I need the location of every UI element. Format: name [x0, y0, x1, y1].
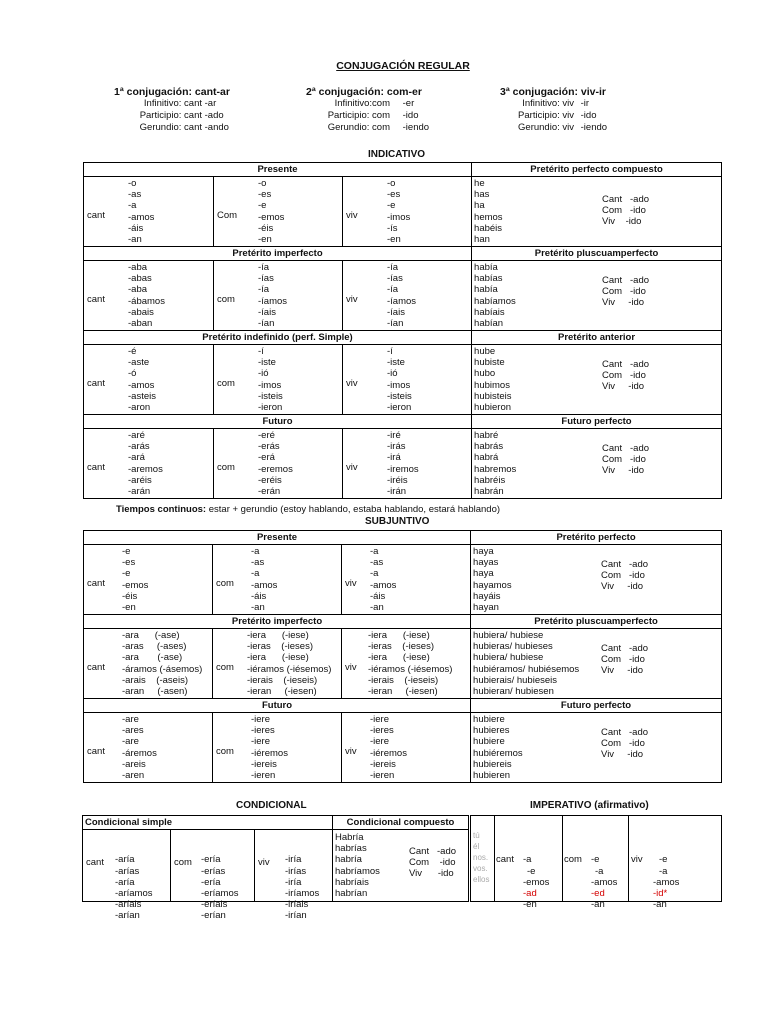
- imp-er-cell: [563, 816, 629, 911]
- ir-forms-cell: [342, 545, 471, 615]
- stem-com: com: [216, 746, 234, 757]
- subjuntivo-title: SUBJUNTIVO: [365, 516, 430, 527]
- ar-endings: -e -es -e -emos -éis -en: [122, 546, 149, 614]
- note-label: Tiempos continuos:: [116, 504, 207, 515]
- stem-cant: cant: [86, 857, 104, 868]
- stem-cant: cant: [87, 746, 105, 757]
- stem-viv: viv: [346, 462, 358, 473]
- ir-forms-cell: [342, 629, 471, 699]
- ir-forms-cell: [343, 177, 472, 247]
- ir-endings: -í -iste -ió -imos -isteis -ieron: [387, 346, 412, 414]
- ir-forms-cell: [343, 429, 472, 499]
- compound-forms-cell: [471, 713, 722, 783]
- tense-header: Pretérito indefinido (perf. Simple): [84, 331, 472, 345]
- imp-pronouns: tú él nos. vos. ellos: [473, 831, 490, 884]
- conj-ending: -er: [402, 98, 415, 109]
- er-endings: -o -es -e -emos -éis -en: [258, 178, 285, 246]
- ir-endings: -iré -irás -irá -iremos -iréis -irán: [387, 430, 419, 498]
- compound-tense-header: Pretérito pluscuamperfecto: [471, 615, 722, 629]
- stem-com: com: [216, 662, 234, 673]
- stem-cant: cant: [87, 378, 105, 389]
- ar-endings: -aré -arás -ará -aremos -aréis -arán: [128, 430, 163, 498]
- er-forms-cell: [214, 261, 343, 331]
- page-title: CONJUGACIÓN REGULAR: [336, 60, 470, 72]
- conj-ending: -ar: [204, 98, 217, 109]
- conj-label: Gerundio: viv: [518, 122, 574, 133]
- stem-cant: cant: [87, 462, 105, 473]
- participle-list: Cant -ado Com -ido Viv -ido: [601, 727, 649, 760]
- tense-header: Presente: [84, 531, 471, 545]
- indicativo-table: [83, 162, 722, 499]
- cond-aux-list: Habría habrías habría habríamos habríais habrían: [335, 832, 380, 900]
- stem-com: Com: [217, 210, 238, 221]
- compound-tense-header: Pretérito perfecto: [471, 531, 722, 545]
- aux-forms: he has ha hemos habéis han: [474, 178, 503, 246]
- stem-viv: viv: [346, 378, 358, 389]
- ar-forms-cell: [84, 545, 213, 615]
- er-forms-cell: [214, 345, 343, 415]
- conj-label: Gerundio: cant: [139, 122, 202, 133]
- er-endings: -a -as -a -amos -áis -an: [251, 546, 278, 614]
- compound-forms-cell: [472, 177, 722, 247]
- er-endings: -í -iste -ió -imos -isteis -ieron: [258, 346, 283, 414]
- stem-cant: cant: [87, 294, 105, 305]
- er-forms-cell: [214, 177, 343, 247]
- conj-ending: -ando: [204, 122, 229, 133]
- continuous-note: [116, 504, 500, 515]
- er-forms-cell: [213, 713, 342, 783]
- ir-endings: -iere -ieres -iere -iéremos -iereis -ieren: [370, 714, 407, 782]
- er-endings: -eré -erás -erá -eremos -eréis -erán: [258, 430, 293, 498]
- er-endings: -iera (-iese) -ieras (-ieses) -iera (-iese) -iéramos (-iésemos) -ierais (-ieseis) -ieran (-iesen): [247, 630, 332, 698]
- cond-ar-cell: [83, 830, 171, 922]
- ar-forms-cell: [84, 629, 213, 699]
- imp-ar-forms: -a -e -emos -ad -en: [523, 854, 550, 911]
- stem-viv: viv: [346, 294, 358, 305]
- aux-forms: había habías había habíamos habíais habían: [474, 262, 516, 330]
- participle-list: Cant -ado Com -ido Viv -ido: [602, 359, 650, 392]
- ir-forms-cell: [343, 345, 472, 415]
- ar-endings: -o -as -a -amos -áis -an: [128, 178, 155, 246]
- cond-ir-forms: -iría -irías -iría -iríamos -iríais -irían: [285, 854, 320, 922]
- er-endings: -iere -ieres -iere -iéremos -iereis -ieren: [251, 714, 288, 782]
- cond-ir-cell: [255, 830, 333, 922]
- condicional-title: CONDICIONAL: [236, 800, 307, 811]
- imp-er-forms: -e -a -amos -ed -an: [591, 854, 618, 911]
- stem-cant: cant: [496, 854, 514, 865]
- cond-participles: Cant -ado Com -ido Viv -ido: [409, 846, 457, 879]
- cond-compuesto-cell: [333, 830, 469, 902]
- aux-forms: hubiere hubieres hubiere hubiéremos hubiereis hubieren: [473, 714, 523, 782]
- ar-forms-cell: [84, 429, 214, 499]
- compound-tense-header: Pretérito pluscuamperfecto: [472, 247, 722, 261]
- stem-viv: viv: [345, 578, 357, 589]
- participle-list: Cant -ado Com -ido Viv -ido: [602, 275, 650, 308]
- imp-ar-cell: [495, 816, 563, 911]
- stem-cant: cant: [87, 210, 105, 221]
- stem-com: com: [217, 294, 235, 305]
- imp-pronoun-cell: [471, 816, 495, 902]
- compound-tense-header: Futuro perfecto: [471, 699, 722, 713]
- compound-forms-cell: [471, 545, 722, 615]
- aux-forms: haya hayas haya hayamos hayáis hayan: [473, 546, 512, 614]
- ar-endings: -ara (-ase) -aras (-ases) -ara (-ase) -áramos (-ásemos) -arais (-aseis) -aran (-asen): [122, 630, 203, 698]
- participle-list: Cant -ado Com -ido Viv -ido: [601, 643, 649, 676]
- conj-label: Gerundio: com: [327, 122, 390, 133]
- stem-cant: cant: [87, 578, 105, 589]
- conj-ending: -ido: [402, 110, 419, 121]
- conj-label: Infinitivo: cant: [143, 98, 202, 109]
- compound-tense-header: Pretérito perfecto compuesto: [472, 163, 722, 177]
- participle-list: Cant -ado Com -ido Viv -ido: [601, 559, 649, 592]
- tense-header: Futuro: [84, 415, 472, 429]
- stem-com: com: [564, 854, 582, 865]
- conj-label: Participio: cant: [139, 110, 202, 121]
- ar-forms-cell: [84, 261, 214, 331]
- er-forms-cell: [214, 429, 343, 499]
- imperativo-table: [470, 815, 722, 911]
- conj-label: Infinitivo:com: [334, 98, 390, 109]
- conj-ending: -iendo: [580, 122, 608, 133]
- ar-endings: -é -aste -ó -amos -asteis -aron: [128, 346, 156, 414]
- imp-ir-cell: [629, 816, 722, 911]
- stem-viv: viv: [631, 854, 643, 865]
- aux-forms: habré habrás habrá habremos habréis habrán: [474, 430, 517, 498]
- conj-ending: -iendo: [402, 122, 430, 133]
- compound-tense-header: Futuro perfecto: [472, 415, 722, 429]
- condicional-compuesto-header: Condicional compuesto: [333, 816, 469, 830]
- note-text: estar + gerundio (estoy hablando, estaba hablando, estará hablando): [206, 504, 501, 515]
- ar-endings: -are -ares -are -áremos -areis -aren: [122, 714, 157, 782]
- cond-er-forms: -ería -erías -ería -eríamos -eríais -erían: [201, 854, 239, 922]
- stem-viv: viv: [345, 746, 357, 757]
- conj-label: Participio: com: [327, 110, 390, 121]
- conjugation-title: 1ª conjugación: cant-ar: [114, 86, 230, 98]
- ar-forms-cell: [84, 713, 213, 783]
- conjugation-3: [500, 86, 607, 134]
- tense-header: Futuro: [84, 699, 471, 713]
- ir-endings: -ía -ías -ía -íamos -íais -ían: [387, 262, 417, 330]
- tense-header: Pretérito imperfecto: [84, 615, 471, 629]
- aux-forms: hubiera/ hubiese hubieras/ hubieses hubiera/ hubiese hubiéramos/ hubiésemos hubierais/ hubieseis hubieran/ hubiesen: [473, 630, 580, 698]
- tense-header: Presente: [84, 163, 472, 177]
- condicional-table: [82, 815, 469, 922]
- conj-ending: -ado: [204, 110, 224, 121]
- ir-endings: -iera (-iese) -ieras (-ieses) -iera (-iese) -iéramos (-iésemos) -ierais (-ieseis) -ieran (-iesen): [368, 630, 453, 698]
- subjuntivo-table: [83, 530, 722, 783]
- imp-ir-forms: -e -a -amos -id* -an: [653, 854, 680, 911]
- ar-endings: -aba -abas -aba -ábamos -abais -aban: [128, 262, 165, 330]
- conjugation-2: [306, 86, 429, 134]
- ir-endings: -a -as -a -amos -áis -an: [370, 546, 397, 614]
- stem-com: com: [217, 378, 235, 389]
- aux-forms: hube hubiste hubo hubimos hubisteis hubieron: [474, 346, 512, 414]
- condicional-simple-header: Condicional simple: [83, 816, 333, 830]
- stem-viv: viv: [258, 857, 270, 868]
- stem-com: com: [174, 857, 192, 868]
- imperativo-title: IMPERATIVO (afirmativo): [530, 800, 649, 811]
- stem-com: com: [216, 578, 234, 589]
- indicativo-title: INDICATIVO: [368, 149, 426, 160]
- conj-label: Infinitivo: viv: [522, 98, 574, 109]
- compound-forms-cell: [472, 261, 722, 331]
- ir-forms-cell: [342, 713, 471, 783]
- compound-forms-cell: [472, 345, 722, 415]
- conj-ending: -ido: [580, 110, 597, 121]
- conjugation-title: 3ª conjugación: viv-ir: [500, 86, 606, 98]
- conj-label: Participio: viv: [518, 110, 574, 121]
- conjugation-1: [114, 86, 230, 134]
- compound-forms-cell: [471, 629, 722, 699]
- stem-viv: viv: [345, 662, 357, 673]
- conjugation-title: 2ª conjugación: com-er: [306, 86, 422, 98]
- conj-ending: -ir: [580, 98, 590, 109]
- compound-forms-cell: [472, 429, 722, 499]
- ar-forms-cell: [84, 177, 214, 247]
- compound-tense-header: Pretérito anterior: [472, 331, 722, 345]
- participle-list: Cant -ado Com -ido Viv -ido: [602, 443, 650, 476]
- cond-er-cell: [171, 830, 255, 922]
- ar-forms-cell: [84, 345, 214, 415]
- participle-list: Cant -ado Com -ido Viv -ido: [602, 194, 650, 227]
- er-forms-cell: [213, 629, 342, 699]
- stem-cant: cant: [87, 662, 105, 673]
- ir-endings: -o -es -e -imos -ís -en: [387, 178, 411, 246]
- ir-forms-cell: [343, 261, 472, 331]
- cond-ar-forms: -aría -arías -aría -aríamos -aríais -arían: [115, 854, 153, 922]
- er-forms-cell: [213, 545, 342, 615]
- tense-header: Pretérito imperfecto: [84, 247, 472, 261]
- stem-viv: viv: [346, 210, 358, 221]
- stem-com: com: [217, 462, 235, 473]
- er-endings: -ía -ías -ía -íamos -íais -ían: [258, 262, 288, 330]
